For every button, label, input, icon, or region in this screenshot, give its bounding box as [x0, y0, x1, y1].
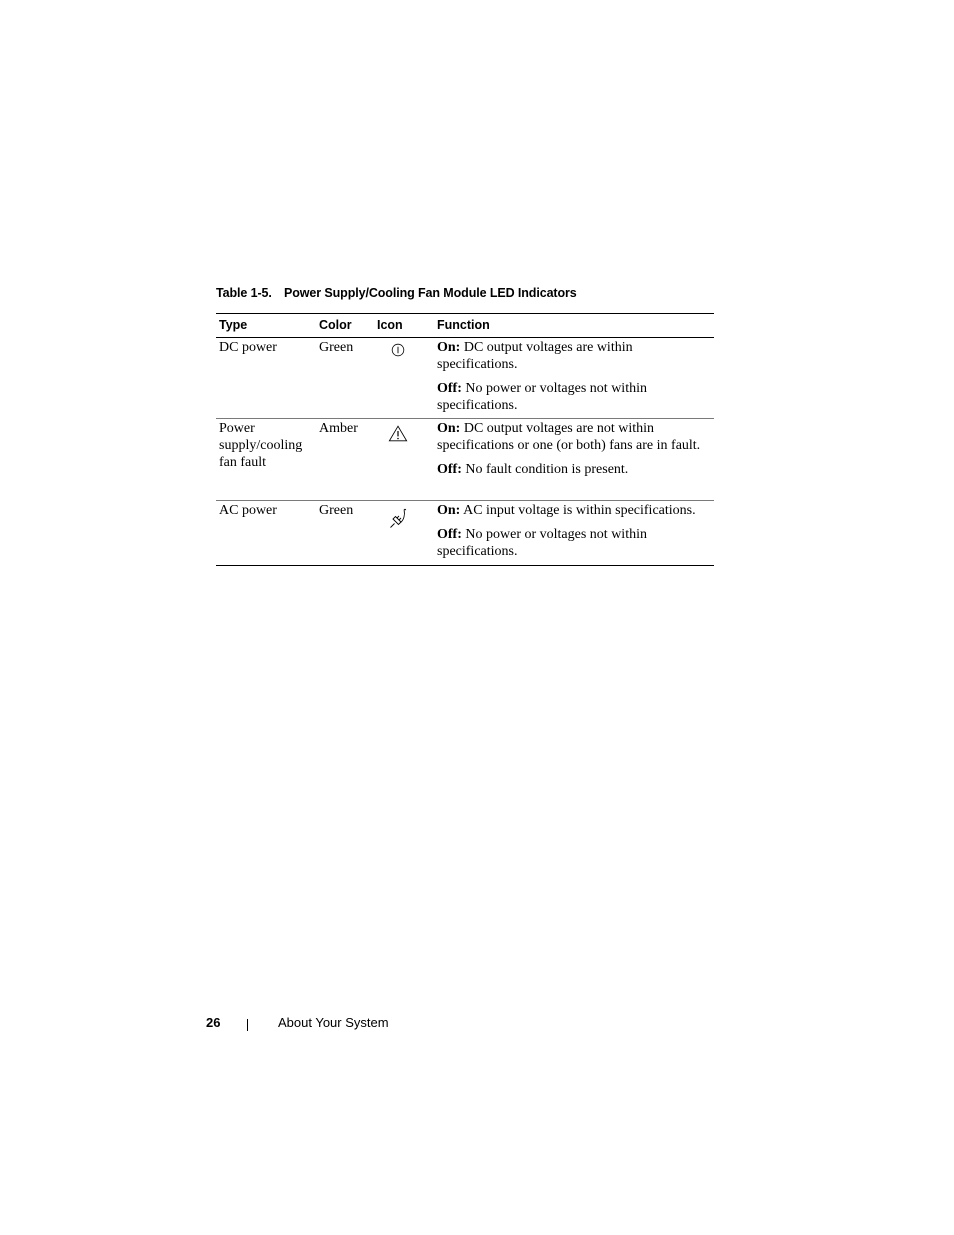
- footer-section-title: About Your System: [278, 1015, 389, 1030]
- off-label: Off:: [437, 462, 462, 477]
- table-header-row: [216, 314, 714, 338]
- cell-color: Amber: [316, 419, 374, 501]
- off-label: Off:: [437, 527, 462, 542]
- header-color: Color: [316, 314, 374, 338]
- on-label: On:: [437, 421, 461, 436]
- function-on: [437, 420, 714, 454]
- led-indicator-table: [216, 313, 714, 566]
- function-off: [437, 461, 714, 478]
- off-text: No power or voltages not within specifications.: [437, 381, 647, 413]
- footer-divider: [247, 1019, 248, 1031]
- table-title: Power Supply/Cooling Fan Module LED Indicators: [284, 286, 577, 300]
- on-text: DC output voltages are not within specifications or one (or both) fans are in fault.: [437, 421, 701, 453]
- dc-power-icon: [391, 343, 405, 357]
- table-caption: [216, 286, 577, 300]
- function-off: [437, 380, 714, 414]
- table-row: [216, 419, 714, 501]
- cell-function: [434, 338, 714, 419]
- on-text: AC input voltage is within specifications.: [463, 503, 696, 518]
- ac-power-plug-icon: [388, 508, 408, 530]
- on-label: On:: [437, 503, 461, 518]
- header-icon: Icon: [374, 314, 434, 338]
- table-number: Table 1-5.: [216, 286, 272, 300]
- cell-type: AC power: [216, 501, 316, 566]
- page-number: 26: [206, 1015, 221, 1030]
- table-row: [216, 338, 714, 419]
- cell-type: DC power: [216, 338, 316, 419]
- off-text: No fault condition is present.: [465, 462, 629, 477]
- cell-icon: [374, 501, 434, 566]
- cell-icon: [374, 338, 434, 419]
- off-text: No power or voltages not within specifications.: [437, 527, 647, 559]
- header-function: Function: [434, 314, 714, 338]
- cell-type: Power supply/cooling fan fault: [216, 419, 316, 501]
- off-label: Off:: [437, 381, 462, 396]
- cell-color: Green: [316, 338, 374, 419]
- function-on: [437, 339, 714, 373]
- warning-triangle-icon: [388, 425, 408, 442]
- function-off: [437, 526, 714, 560]
- on-text: DC output voltages are within specifications.: [437, 340, 633, 372]
- cell-icon: [374, 419, 434, 501]
- cell-function: [434, 501, 714, 566]
- function-on: [437, 502, 714, 519]
- on-label: On:: [437, 340, 461, 355]
- header-type: Type: [216, 314, 316, 338]
- cell-function: [434, 419, 714, 501]
- cell-color: Green: [316, 501, 374, 566]
- table-row: [216, 501, 714, 566]
